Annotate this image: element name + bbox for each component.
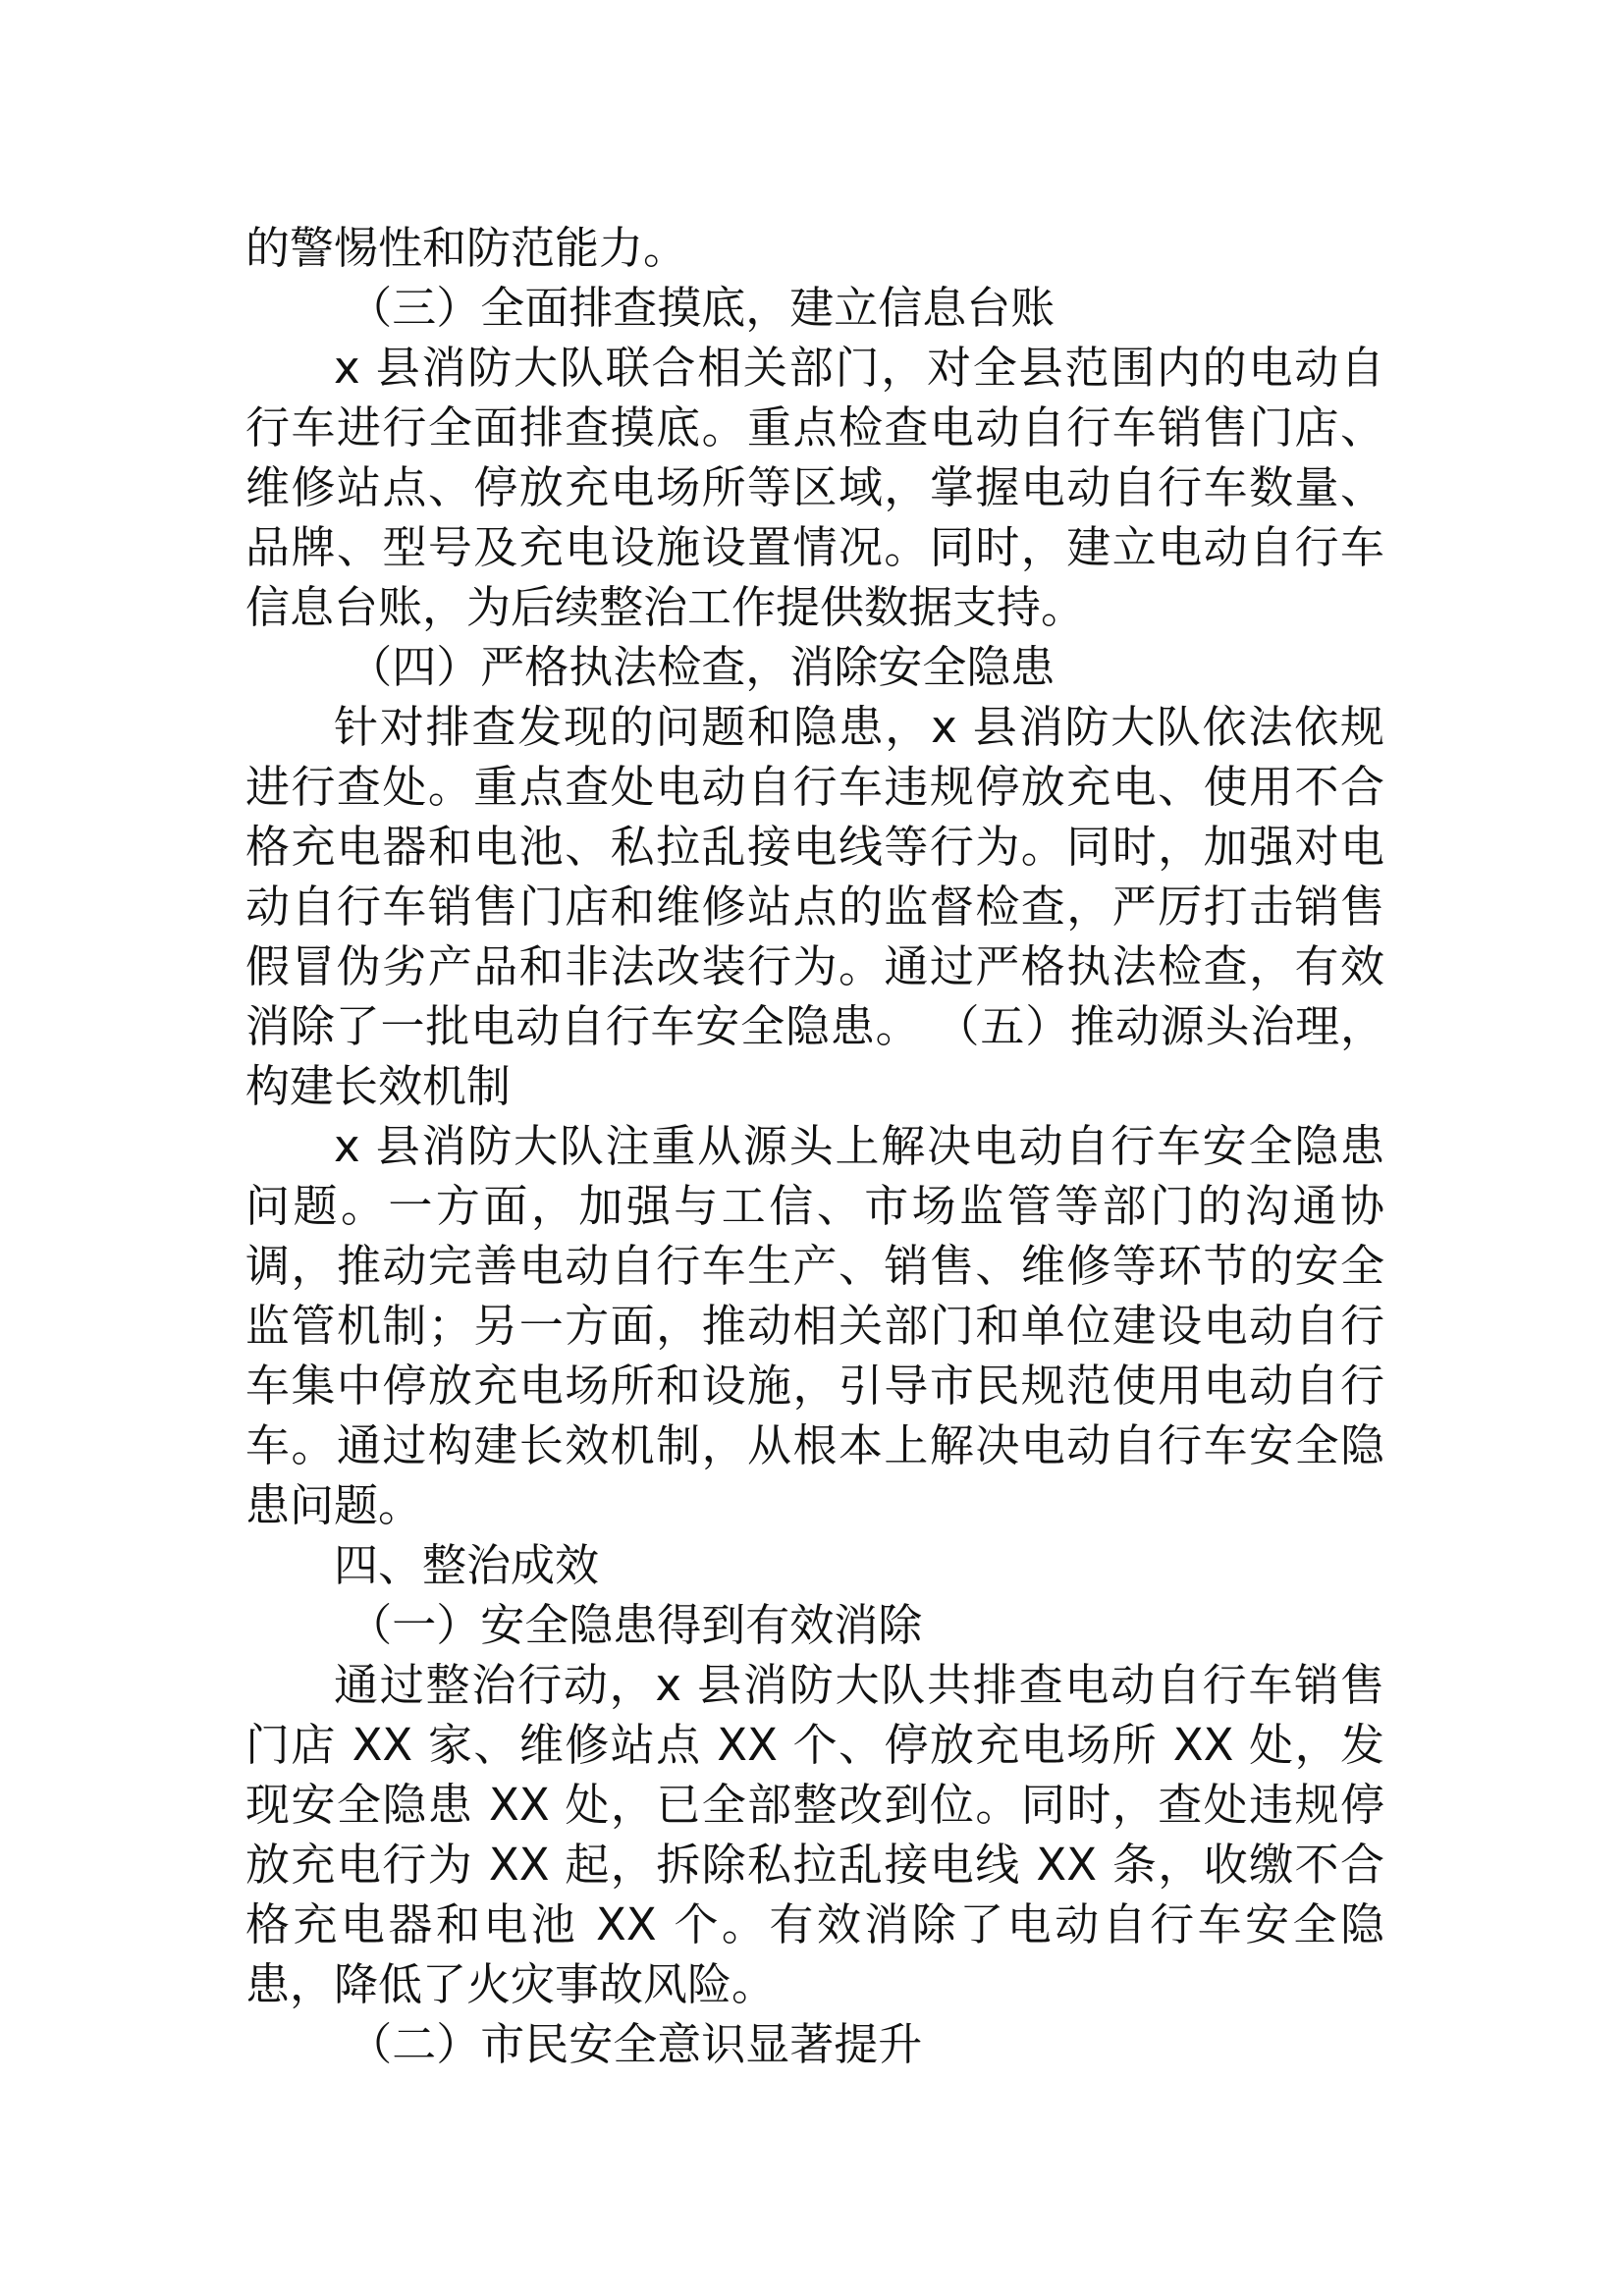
section-subheading: （一）安全隐患得到有效消除 <box>334 1599 923 1651</box>
body-paragraph: x 县消防大队注重从源头上解决电动自行车安全隐患问题。一方面，加强与工信、市场监管等部门的沟通协调，推动完善电动自行车生产、销售、维修等环节的安全监管机制；另一方面，推动相关部门和单位建设电动自行车集中停放充电场所和设施，引导市民规范使用电动自行车。通过构建长效机制，从根本上解决电动自行车安全隐患问题。 <box>245 1120 1384 1531</box>
section-subheading: （三）全面排查摸底，建立信息台账 <box>334 282 1056 334</box>
section-subheading: （四）严格执法检查，消除安全隐患 <box>334 641 1056 693</box>
paragraph-continuation: 的警惕性和防范能力。 <box>245 222 688 274</box>
section-heading: 四、整治成效 <box>334 1539 600 1591</box>
document-body <box>245 218 1384 2074</box>
body-paragraph: x 县消防大队联合相关部门，对全县范围内的电动自行车进行全面排查摸底。重点检查电动自行车销售门店、维修站点、停放充电场所等区域，掌握电动自行车数量、品牌、型号及充电设施设置情况。同时，建立电动自行车信息台账，为后续整治工作提供数据支持。 <box>245 342 1384 633</box>
section-subheading: （二）市民安全意识显著提升 <box>334 2018 923 2070</box>
body-paragraph: 针对排查发现的问题和隐患，x 县消防大队依法依规进行查处。重点查处电动自行车违规停放充电、使用不合格充电器和电池、私拉乱接电线等行为。同时，加强对电动自行车销售门店和维修站点的监督检查，严厉打击销售假冒伪劣产品和非法改装行为。通过严格执法检查，有效消除了一批电动自行车安全隐患。 （五）推动源头治理，构建长效机制 <box>245 701 1384 1112</box>
body-paragraph: 通过整治行动，x 县消防大队共排查电动自行车销售门店 XX 家、维修站点 XX 个、停放充电场所 XX 处，发现安全隐患 XX 处，已全部整改到位。同时，查处违规停放充电行为 XX 起，拆除私拉乱接电线 XX 条，收缴不合格充电器和电池 XX 个。有效消除了电动自行车安全隐患，降低了火灾事故风险。 <box>245 1659 1384 2010</box>
